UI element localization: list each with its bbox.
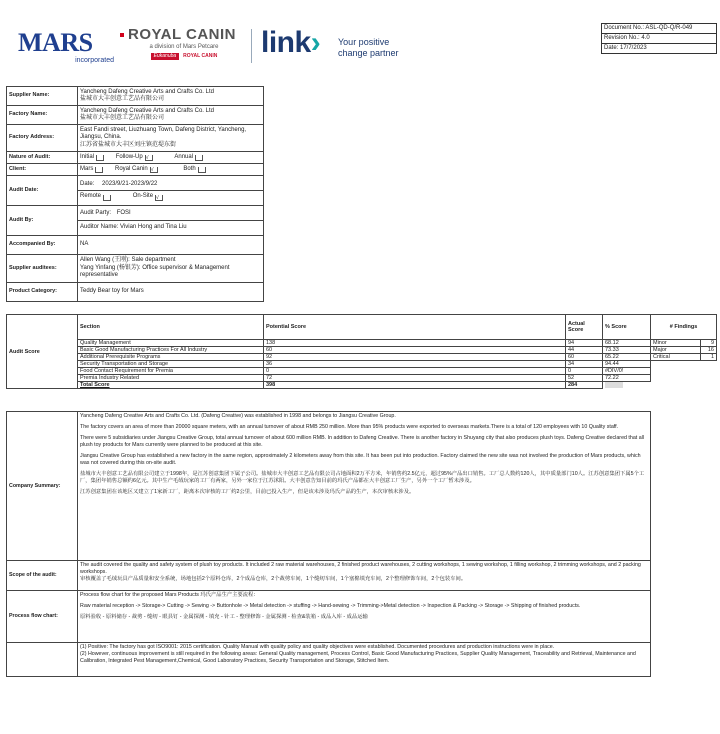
factory-address-en: East Fandi street, Liuzhuang Town, Dafeng District, Yancheng, Jiangsu, China. bbox=[80, 126, 247, 141]
section-cell: Quality Management bbox=[78, 340, 264, 347]
audit-party-label: Audit Party: bbox=[80, 209, 112, 216]
audit-score-label: Audit Score bbox=[7, 315, 78, 389]
auditees-label: Supplier auditees: bbox=[7, 255, 78, 283]
table-row bbox=[7, 375, 717, 382]
factory-name-cn: 盐城市大丰创意工艺品有限公司 bbox=[80, 115, 165, 121]
section-cell: Food Contact Requirement for Premia bbox=[78, 368, 264, 375]
client-both-checkbox[interactable] bbox=[198, 167, 206, 173]
summary-paragraph: Yancheng Dafeng Creative Arts and Crafts Co. Ltd. (Dafeng Creative) was established in 1998 and belongs to Jiangsu Creative Group. bbox=[80, 413, 396, 419]
auditee-2: Yang Yinfang (杨银芳): Office supervisor & Management representative bbox=[80, 264, 230, 279]
percent-cell: 65.22 bbox=[603, 354, 651, 361]
findings-summary-label bbox=[7, 643, 78, 677]
finding-level: Minor bbox=[651, 340, 701, 347]
link-tagline-2: change partner bbox=[338, 48, 399, 58]
document-number: Document No.: ASL-QD-Q/R-049 bbox=[602, 24, 716, 34]
potential-header: Potential Score bbox=[264, 315, 566, 340]
nature-followup-checkbox[interactable] bbox=[145, 155, 153, 161]
royal-canin-logo bbox=[120, 27, 248, 67]
category-label: Product Category: bbox=[7, 283, 78, 302]
actual-cell: 94 bbox=[566, 340, 603, 347]
company-summary-label: Company Summary: bbox=[7, 412, 78, 561]
link-logo bbox=[261, 27, 411, 63]
section-cell: Additional Prerequisite Programs bbox=[78, 354, 264, 361]
audit-party-row bbox=[78, 207, 263, 222]
section-header: Section bbox=[78, 315, 264, 340]
summary-paragraph: Jiangsu Creative Group has established a new factory in the same region, approximately 2 kilometers away from this site. It has been put into production. Factory claimed the new site was not involved the production of Mars products, which was not covered during this on-site audit. bbox=[80, 453, 641, 466]
supplier-name-en: Yancheng Dafeng Creative Arts and Crafts Co. Ltd bbox=[80, 88, 214, 95]
onsite-label: On-Site bbox=[132, 193, 154, 199]
nature-label: Nature of Audit: bbox=[7, 152, 78, 164]
check-mark-icon: √ bbox=[150, 167, 154, 174]
potential-cell: 138 bbox=[264, 340, 566, 347]
nature-initial: Initial bbox=[80, 153, 95, 160]
flow-title: Process flow chart for the proposed Mars Products 玛氏产品生产主要流程： bbox=[80, 592, 259, 598]
audit-date-value: 2023/9/21-2023/9/22 bbox=[102, 180, 158, 187]
table-row bbox=[7, 361, 717, 368]
factory-name-label: Factory Name: bbox=[7, 106, 78, 125]
finding-count: 1 bbox=[701, 354, 717, 361]
eukanuba-badge: Eukanuba bbox=[151, 53, 180, 60]
header-divider bbox=[251, 29, 252, 63]
percent-header: % Score bbox=[603, 315, 651, 340]
remote-checkbox[interactable] bbox=[103, 195, 111, 201]
scope-en: The audit covered the quality and safety system of plush toy products. It included 2 raw material warehouses, 2 finished product warehouses, 2 cutting workshops, 1 sewing workshop, 1 filling workshop, 2 trimming workshops, and 2 packing workshops. bbox=[80, 562, 641, 575]
summary-paragraph: There were 5 subsidiaries under Jiangsu Creative Group, total annual turnover of about 600 million RMB. In addition to Dafeng Creative. There is another factory in Shuyang city that also produces plush toys. Dafeng Creative declared that all plush toy products for Mars currently were planned to be produced at this site. bbox=[80, 435, 645, 448]
factory-name-cell bbox=[78, 106, 264, 125]
royal-canin-sub: a division of Mars Petcare bbox=[149, 44, 219, 50]
finding-level: Critical bbox=[651, 354, 701, 361]
scope-cell bbox=[78, 561, 651, 591]
flow-cn: 原料验收 - 原料储存 - 裁剪 - 缝纫 - 眼县钉 - 金属探测 - 填充 - 针工 - 整理修饰 - 金属探测 - 检查&装箱 - 成品入库 - 成品运输 bbox=[80, 614, 368, 620]
section-cell: Premia Industry Related bbox=[78, 375, 264, 382]
actual-cell: 44 bbox=[566, 347, 603, 354]
link-logo-text: link bbox=[261, 26, 311, 59]
category-value: Teddy Bear toy for Mars bbox=[78, 283, 264, 302]
redacted-mark bbox=[605, 382, 623, 388]
section-cell: Security Transportation and Storage bbox=[78, 361, 264, 368]
finding-level: Major bbox=[651, 347, 701, 354]
supplier-name-cn: 盐城市大丰创意工艺品有限公司 bbox=[80, 96, 165, 102]
total-potential: 398 bbox=[264, 382, 566, 389]
potential-cell: 60 bbox=[264, 347, 566, 354]
royal-canin-badge: ROYAL CANIN bbox=[183, 53, 218, 59]
percent-cell: 68.12 bbox=[603, 340, 651, 347]
flow-en: Raw material reception -> Storage-> Cutting -> Sewing -> Buttonhole -> Metal detection -> stuffing -> Hand-sewing -> Trimming->Metal detection -> Inspection & Packing -> Storage -> Shipping of finished products. bbox=[80, 603, 581, 609]
audit-score-table bbox=[6, 314, 717, 389]
royal-canin-dots-icon bbox=[120, 33, 124, 37]
accompanied-value: NA bbox=[78, 236, 264, 255]
finding-count: 16 bbox=[701, 347, 717, 354]
actual-cell: 52 bbox=[566, 375, 603, 382]
supplier-name-cell bbox=[78, 87, 264, 106]
total-row bbox=[7, 382, 717, 389]
potential-cell: 36 bbox=[264, 361, 566, 368]
supplier-info-table bbox=[6, 86, 264, 302]
check-mark-icon: √ bbox=[145, 155, 149, 162]
nature-cell bbox=[78, 152, 264, 164]
findings-empty bbox=[651, 382, 717, 389]
findings-empty bbox=[651, 375, 717, 382]
total-actual: 284 bbox=[566, 382, 603, 389]
auditee-1: Allen Wang (王刚): Sale department bbox=[80, 257, 176, 264]
factory-name-en: Yancheng Dafeng Creative Arts and Crafts Co. Ltd bbox=[80, 107, 214, 114]
mars-logo bbox=[18, 30, 114, 66]
actual-cell: 34 bbox=[566, 361, 603, 368]
actual-cell: 60 bbox=[566, 354, 603, 361]
client-label: Client: bbox=[7, 164, 78, 176]
client-both: Both bbox=[183, 165, 196, 172]
company-summary-cell bbox=[78, 412, 651, 561]
client-mars: Mars bbox=[80, 165, 94, 172]
auditor-row bbox=[78, 221, 263, 235]
audit-by-label: Audit By: bbox=[7, 206, 78, 236]
client-cell bbox=[78, 164, 264, 176]
client-rc: Royal Canin bbox=[115, 165, 148, 172]
link-tagline-1: Your positive bbox=[338, 37, 390, 47]
link-chevron-icon: › bbox=[310, 26, 321, 59]
nature-initial-checkbox[interactable] bbox=[96, 155, 104, 161]
findings-header: # Findings bbox=[651, 315, 717, 340]
potential-cell: 0 bbox=[264, 368, 566, 375]
supplier-name-label: Supplier Name: bbox=[7, 87, 78, 106]
total-percent-redacted bbox=[603, 382, 651, 389]
finding-count: 9 bbox=[701, 340, 717, 347]
flow-label: Process flow chart: bbox=[7, 591, 78, 643]
scope-label: Scope of the audit: bbox=[7, 561, 78, 591]
remote-label: Remote bbox=[80, 193, 102, 199]
document-info-box bbox=[601, 23, 717, 54]
table-row bbox=[7, 347, 717, 354]
factory-address-cell bbox=[78, 125, 264, 152]
audit-party-value: FOSI bbox=[116, 209, 131, 216]
auditees-cell bbox=[78, 255, 264, 283]
improvement-finding: (2) However, continuous improvement is still required in the following areas: General Quality management, Process Control, Basic Good Manufacturing Practices, Supplier Quality Management, Traceability and Retrieval, Maintenance and Calibration, Integrated Pest Management,Chemical, Good Laboratory Practices, Security Transportation and Storage, Stitched Item. bbox=[80, 651, 636, 664]
client-rc-checkbox[interactable] bbox=[150, 167, 158, 173]
nature-annual-checkbox[interactable] bbox=[195, 155, 203, 161]
summary-paragraph-cn: 江苏创意集团在该地区又建立了1家新工厂，距离本次审核的工厂约2公里，目前已投入生产，但是该未涉及玛氏产品的生产，本次审核未涉及。 bbox=[80, 489, 415, 495]
potential-cell: 92 bbox=[264, 354, 566, 361]
actual-header: Actual Score bbox=[566, 315, 603, 340]
summary-paragraph: The factory covers an area of more than 20000 square meters, with an annual turnover of about RMB 250 million. More than 95% products were exported to overseas markets.There is a total of 120 employees with 10 Quality staff. bbox=[80, 424, 619, 430]
percent-cell: 72.22 bbox=[603, 375, 651, 382]
audit-mode-row bbox=[78, 191, 263, 203]
positive-finding: (1) Positive: The factory has got ISO9001: 2015 certification. Quality Manual with quality policy and quality objectives were established. Documented procedures and production instructions were in place. bbox=[80, 644, 555, 650]
revision-number: Revision No.: 4.0 bbox=[602, 34, 716, 44]
factory-address-label: Factory Address: bbox=[7, 125, 78, 152]
client-mars-checkbox[interactable] bbox=[95, 167, 103, 173]
check-mark-icon: √ bbox=[156, 194, 159, 201]
table-row bbox=[7, 340, 717, 347]
audit-date-label: Audit Date: bbox=[7, 176, 78, 206]
percent-cell: 94.44 bbox=[603, 361, 651, 368]
table-row bbox=[7, 354, 717, 361]
findings-empty bbox=[651, 368, 717, 375]
auditor-label: Auditor Name: bbox=[80, 224, 119, 230]
date-label: Date: bbox=[80, 180, 95, 187]
auditor-name: Vivian Hong and Tina Liu bbox=[120, 224, 187, 230]
nature-annual: Annual bbox=[174, 153, 194, 160]
percent-cell: 73.33 bbox=[603, 347, 651, 354]
findings-summary-cell bbox=[78, 643, 651, 677]
summary-table bbox=[6, 411, 651, 677]
potential-cell: 72 bbox=[264, 375, 566, 382]
total-label: Total Score bbox=[78, 382, 264, 389]
accompanied-label: Accompanied By: bbox=[7, 236, 78, 255]
royal-canin-logo-text: ROYAL CANIN bbox=[128, 26, 237, 43]
factory-address-cn: 江苏省盐城市大丰区刘庄镇范堤东街 bbox=[80, 141, 177, 148]
audit-date-cell bbox=[78, 176, 264, 206]
findings-empty bbox=[651, 361, 717, 368]
onsite-checkbox[interactable] bbox=[155, 195, 163, 201]
mars-logo-sub: incorporated bbox=[75, 57, 114, 64]
table-row bbox=[7, 368, 717, 375]
section-cell: Basic Good Manufacturing Practices For All Industry bbox=[78, 347, 264, 354]
audit-by-cell bbox=[78, 206, 264, 236]
actual-cell: 0 bbox=[566, 368, 603, 375]
summary-paragraph-cn: 盐城市大丰创意工艺品有限公司建立于1998年，是江苏创意集团下属子公司。盐城市大丰创意工艺品有限公司占地面积2万平方米，年销售约2.5亿元，超过95%产品出口销售。工厂总人数约120人，其中质量部门10人。江苏创意集团下属5个工厂，集团年销售总额约6亿元。其中生产毛绒玩家的工厂有两家，另外一家位于江苏沭阳。大丰创意告知目前的玛氏产品都在大丰创意工厂生产，另外一个工厂暂未涉及。 bbox=[80, 471, 645, 484]
mars-logo-text: MARS bbox=[18, 28, 93, 57]
flow-cell bbox=[78, 591, 651, 643]
document-date: Date: 17/7/2023 bbox=[604, 45, 647, 51]
link-tagline bbox=[338, 37, 399, 59]
nature-followup: Follow-Up bbox=[115, 153, 143, 160]
percent-cell: #DIV/0! bbox=[603, 368, 651, 375]
scope-cn: 审核覆盖了毛绒玩具产品质量和安全系统，场地包括2个原料仓库，2个成品仓库，2个裁剪车间，1个缝纫车间，1个塞棉填充车间，2个整理修饰车间，2个包装车间。 bbox=[80, 576, 467, 582]
audit-date-row bbox=[78, 179, 263, 192]
